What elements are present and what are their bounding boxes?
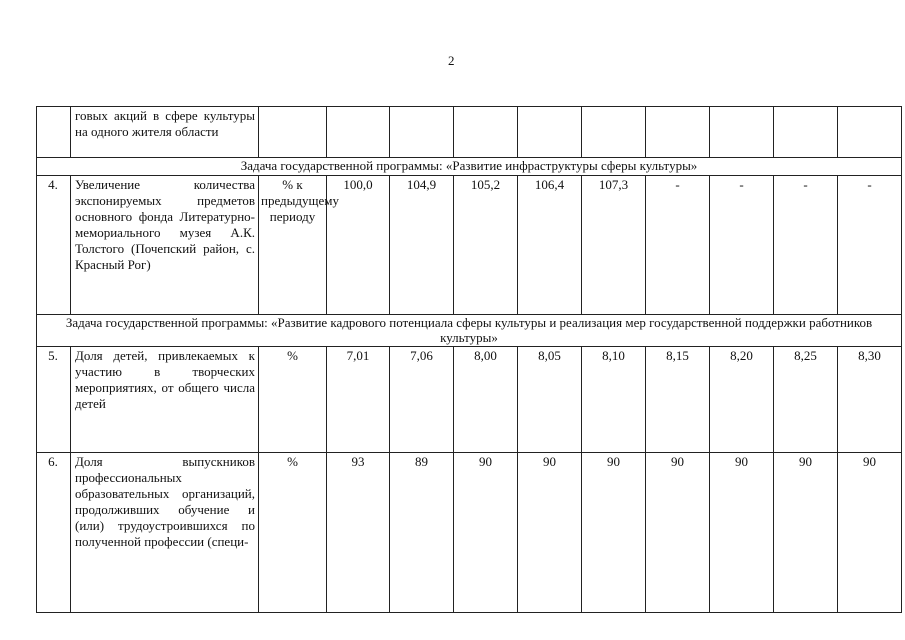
value-cell: 90 bbox=[774, 453, 838, 613]
value-cell: 107,3 bbox=[582, 176, 646, 315]
task-header-row bbox=[37, 158, 902, 176]
value-cell: 8,00 bbox=[454, 347, 518, 453]
value-cell: 105,2 bbox=[454, 176, 518, 315]
row-number: 4. bbox=[37, 176, 71, 315]
value-cell: 90 bbox=[838, 453, 902, 613]
row-number: 5. bbox=[37, 347, 71, 453]
value-cell: 8,10 bbox=[582, 347, 646, 453]
value-cell bbox=[838, 107, 902, 158]
value-cell bbox=[390, 107, 454, 158]
unit-cell: % bbox=[259, 347, 327, 453]
value-cell: 7,06 bbox=[390, 347, 454, 453]
value-cell: 90 bbox=[646, 453, 710, 613]
table-row bbox=[37, 347, 902, 453]
value-cell: 8,15 bbox=[646, 347, 710, 453]
value-cell: 104,9 bbox=[390, 176, 454, 315]
row-number bbox=[37, 107, 71, 158]
value-cell: - bbox=[710, 176, 774, 315]
value-cell bbox=[327, 107, 390, 158]
unit-cell: % bbox=[259, 453, 327, 613]
value-cell bbox=[582, 107, 646, 158]
value-cell: 8,20 bbox=[710, 347, 774, 453]
unit-cell bbox=[259, 107, 327, 158]
task-header: Задача государственной программы: «Развитие кадрового потенциала сферы культуры и реализация мер государственной поддержки работников культуры» bbox=[37, 315, 902, 347]
value-cell: - bbox=[646, 176, 710, 315]
indicator-name: говых акций в сфере культуры на одного жителя области bbox=[71, 107, 259, 158]
value-cell: 90 bbox=[518, 453, 582, 613]
value-cell: 106,4 bbox=[518, 176, 582, 315]
value-cell: 7,01 bbox=[327, 347, 390, 453]
row-number: 6. bbox=[37, 453, 71, 613]
indicators-table bbox=[36, 106, 902, 613]
value-cell bbox=[710, 107, 774, 158]
indicator-name: Доля детей, привлекаемых к участию в творческих мероприятиях, от общего числа детей bbox=[71, 347, 259, 453]
value-cell: 89 bbox=[390, 453, 454, 613]
table-row bbox=[37, 107, 902, 158]
value-cell: - bbox=[838, 176, 902, 315]
value-cell bbox=[774, 107, 838, 158]
value-cell: 90 bbox=[582, 453, 646, 613]
value-cell: 8,30 bbox=[838, 347, 902, 453]
value-cell: 8,05 bbox=[518, 347, 582, 453]
table-row bbox=[37, 453, 902, 613]
value-cell: - bbox=[774, 176, 838, 315]
value-cell: 90 bbox=[710, 453, 774, 613]
indicator-name: Доля выпускников профессиональных образовательных организаций, продолживших обучение и (или) трудоустроившихся по полученной профессии (специ- bbox=[71, 453, 259, 613]
value-cell: 100,0 bbox=[327, 176, 390, 315]
unit-cell: % к предыдущему периоду bbox=[259, 176, 327, 315]
value-cell bbox=[646, 107, 710, 158]
table-row bbox=[37, 176, 902, 315]
indicator-name: Увеличение количества экспонируемых предметов основного фонда Литературно-мемориального музея А.К. Толстого (Почепский район, с. Красный Рог) bbox=[71, 176, 259, 315]
value-cell bbox=[454, 107, 518, 158]
value-cell: 93 bbox=[327, 453, 390, 613]
page-number: 2 bbox=[448, 53, 455, 68]
value-cell: 90 bbox=[454, 453, 518, 613]
task-header-row bbox=[37, 315, 902, 347]
value-cell: 8,25 bbox=[774, 347, 838, 453]
task-header: Задача государственной программы: «Развитие инфраструктуры сферы культуры» bbox=[37, 158, 902, 176]
value-cell bbox=[518, 107, 582, 158]
